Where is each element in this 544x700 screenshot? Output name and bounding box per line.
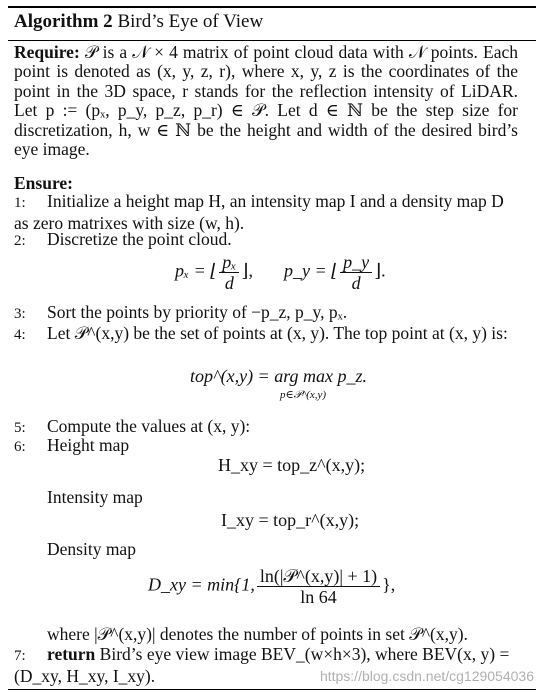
step-number: 3: [14,306,26,322]
step-6 [14,435,518,457]
step-4 [14,323,518,345]
eq-py-numerator: p_y [340,252,372,273]
eq-density-fraction [257,566,380,607]
eq-density-denominator: ln 64 [300,587,337,607]
step-number: 4: [14,327,26,343]
step-text: Sort the points by priority of −p_z, p_y, pₓ. [47,302,348,322]
require-text: 𝒫 is a 𝒩 × 4 matrix of point cloud data with 𝒩 points. Each point is denoted as (x, y, z, r), where x, y, z is the coordinates of the point in the 3D space, r stands for the reflection intensity of LiDAR. Let p := (pₓ, p_y, p_z, p_r) ∈ 𝒫. Let d ∈ ℕ be the step size for discretization, h, w ∈ ℕ be the height and width of the desired bird’s eye image. [14,42,519,160]
eq-px-rhs: ⌋, [241,260,253,281]
eq-py-lhs: p_y = ⌊ [283,260,339,281]
eq-px-numerator: pₓ [219,252,239,273]
intensity-equation: I_xy = top_r^(x,y); [221,510,360,530]
step-2 [14,229,518,251]
top-point-equation [190,366,368,401]
require-block [14,43,518,159]
watermark: https://blog.csdn.net/cg129054036 [319,668,534,684]
step-text: Initialize a height map H, an intensity map I and a density map D as zero matrixes with size (w, h). [14,191,504,233]
eq-py-rhs: ⌋. [374,260,386,281]
step-text: Discretize the point cloud. [47,229,232,249]
title-rule [8,40,536,41]
algorithm-name: Bird’s Eye of View [117,11,264,32]
discretize-equation [175,252,386,293]
step-text: Height map [47,435,130,455]
return-keyword: return [47,644,96,664]
where-note: where |𝒫^(x,y)| denotes the number of points in set 𝒫^(x,y). [47,624,468,644]
step-number: 5: [14,420,26,436]
step-3 [14,302,518,324]
top-rule [8,6,536,8]
eq-density-numerator: ln(|𝒫^(x,y)| + 1) [257,566,380,587]
eq-py-denominator: d [351,273,361,293]
eq-density-rhs: }, [382,574,396,595]
step-number: 1: [14,195,26,211]
step-number: 2: [14,233,26,249]
eq-px-fraction [219,252,239,293]
intensity-map-label: Intensity map [47,487,143,507]
eq-px-lhs: pₓ = ⌊ [175,260,218,281]
step-number: 7: [14,648,26,664]
algorithm-label: Algorithm 2 [14,11,113,32]
step-text: Compute the values at (x, y): [47,416,251,436]
algorithm-title [14,10,263,34]
step-1 [14,191,518,233]
require-label: Require: [14,42,80,62]
eq-py-fraction [340,252,372,293]
eq-px-denominator: d [224,273,234,293]
eq-top-under: p∈𝒫^(x,y) [280,389,327,401]
eq-top-lhs: top^(x,y) = arg max p_z. [190,366,368,386]
step-text: Let 𝒫^(x,y) be the set of points at (x, y). The top point at (x, y) is: [47,323,508,343]
eq-density-lhs: D_xy = min{1, [148,574,255,595]
ensure-label: Ensure: [14,173,73,193]
height-equation: H_xy = top_z^(x,y); [218,455,366,475]
bottom-rule [8,689,536,690]
density-map-label: Density map [47,539,136,559]
step-number: 6: [14,439,26,455]
step-text: Bird’s eye view image BEV_(w×h×3), where BEV(x, y) = (D_xy, H_xy, I_xy). [14,644,510,686]
density-equation [148,566,395,607]
